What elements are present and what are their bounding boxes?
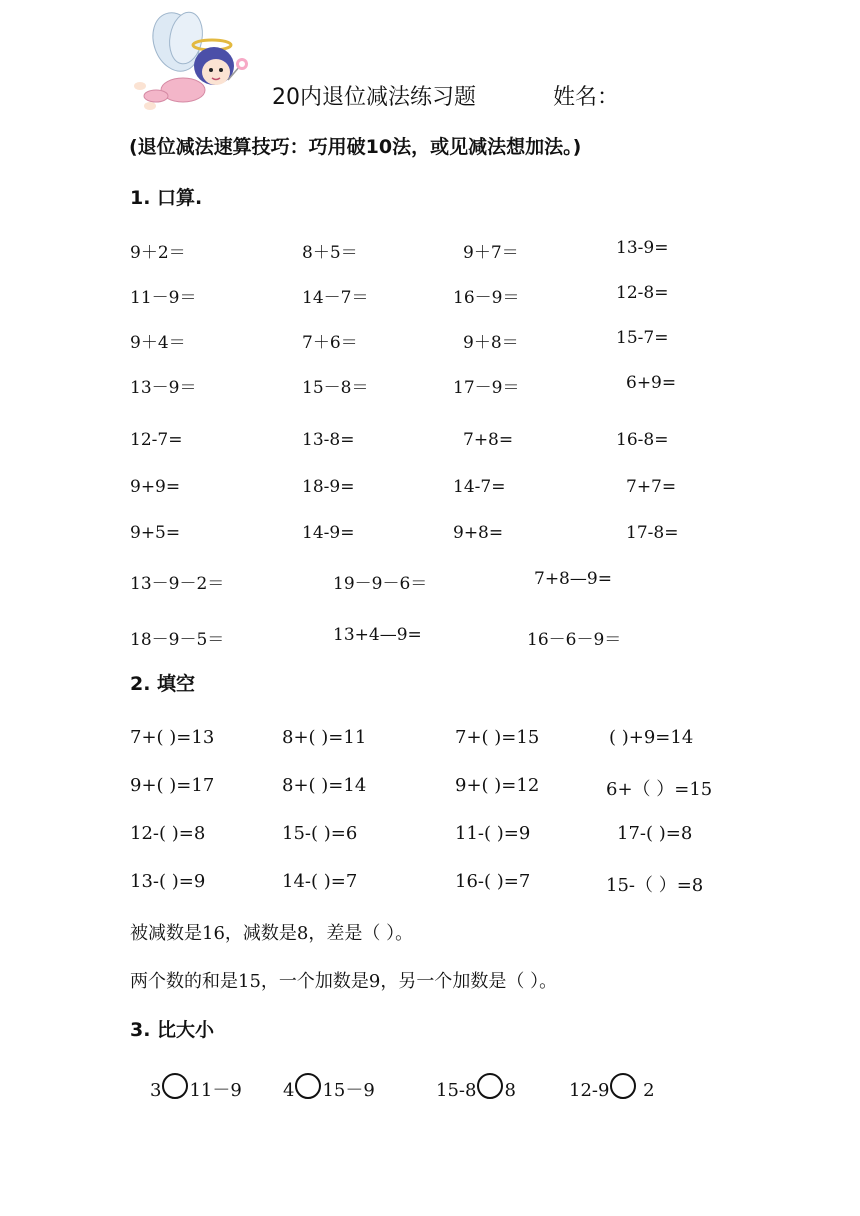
chain-problem: 16－6－9＝ (527, 630, 622, 650)
compare-left: 4 (283, 1080, 295, 1101)
problem: 7+8= (463, 430, 514, 450)
compare-right: 2 (637, 1080, 655, 1101)
word-problem: 两个数的和是15，一个加数是9，另一个加数是（ ）。 (130, 971, 558, 992)
problem: 17－9＝ (453, 378, 520, 398)
compare-circle[interactable] (610, 1073, 636, 1099)
fill-blank: 6+（ ）=15 (606, 779, 713, 800)
problem: 15-7= (616, 328, 669, 348)
problem: 14－7＝ (302, 288, 369, 308)
compare-item (283, 1073, 375, 1102)
problem: 9＋2＝ (130, 243, 186, 263)
problem: 9+8= (453, 523, 504, 543)
problem: 18-9= (302, 477, 355, 497)
problem: 7＋6＝ (302, 333, 358, 353)
problem: 7+7= (626, 477, 677, 497)
problem: 14-7= (453, 477, 506, 497)
problem: 9＋8＝ (463, 333, 519, 353)
compare-right: 11－9 (189, 1080, 242, 1101)
fill-blank: 7+( )=15 (455, 727, 540, 748)
problem: 9+9= (130, 477, 181, 497)
problem: 17-8= (626, 523, 679, 543)
compare-circle[interactable] (295, 1073, 321, 1099)
fill-blank: 9+( )=17 (130, 775, 215, 796)
problem: 16-8= (616, 430, 669, 450)
page-title: 20内退位减法练习题 (272, 85, 476, 110)
chain-problem: 13－9－2＝ (130, 574, 225, 594)
fill-blank: 11-( )=9 (455, 823, 531, 844)
problem: 13-9= (616, 238, 669, 258)
word-problem: 被减数是16，减数是8，差是（ ）。 (130, 923, 414, 944)
problem: 15－8＝ (302, 378, 369, 398)
chain-problem: 7+8—9= (534, 569, 612, 589)
compare-circle[interactable] (162, 1073, 188, 1099)
compare-item (436, 1073, 516, 1101)
section3-heading: 3. 比大小 (130, 1019, 215, 1041)
compare-left: 15-8 (436, 1080, 477, 1101)
fill-blank: 8+( )=14 (282, 775, 367, 796)
compare-circle[interactable] (477, 1073, 503, 1099)
fill-blank: 13-( )=9 (130, 871, 206, 892)
fill-blank: 9+( )=12 (455, 775, 540, 796)
compare-item (569, 1073, 655, 1101)
fill-blank: 15-（ ）=8 (606, 875, 704, 896)
compare-item (150, 1073, 242, 1102)
fill-blank: 12-( )=8 (130, 823, 206, 844)
compare-right: 8 (504, 1080, 516, 1101)
problem: 8＋5＝ (302, 243, 358, 263)
problem: 9＋7＝ (463, 243, 519, 263)
compare-left: 12-9 (569, 1080, 610, 1101)
problem: 13-8= (302, 430, 355, 450)
angel-illustration (128, 8, 260, 112)
problem: 13－9＝ (130, 378, 197, 398)
compare-right: 15－9 (322, 1080, 375, 1101)
chain-problem: 13+4—9= (333, 625, 422, 645)
problem: 6+9= (626, 373, 677, 393)
problem: 11－9＝ (130, 288, 197, 308)
problem: 16－9＝ (453, 288, 520, 308)
problem: 14-9= (302, 523, 355, 543)
section2-heading: 2. 填空 (130, 673, 196, 695)
compare-left: 3 (150, 1080, 162, 1101)
chain-problem: 18－9－5＝ (130, 630, 225, 650)
fill-blank: ( )+9=14 (609, 727, 694, 748)
fill-blank: 8+( )=11 (282, 727, 367, 748)
speed-tip: (退位减法速算技巧：巧用破10法，或见减法想加法。) (129, 136, 582, 158)
fill-blank: 7+( )=13 (130, 727, 215, 748)
fill-blank: 16-( )=7 (455, 871, 531, 892)
problem: 12-7= (130, 430, 183, 450)
problem: 9＋4＝ (130, 333, 186, 353)
fill-blank: 15-( )=6 (282, 823, 358, 844)
fill-blank: 17-( )=8 (617, 823, 693, 844)
problem: 12-8= (616, 283, 669, 303)
fill-blank: 14-( )=7 (282, 871, 358, 892)
problem: 9+5= (130, 523, 181, 543)
section1-heading: 1. 口算. (130, 187, 203, 209)
name-label: 姓名： (553, 85, 620, 110)
chain-problem: 19－9－6＝ (333, 574, 428, 594)
